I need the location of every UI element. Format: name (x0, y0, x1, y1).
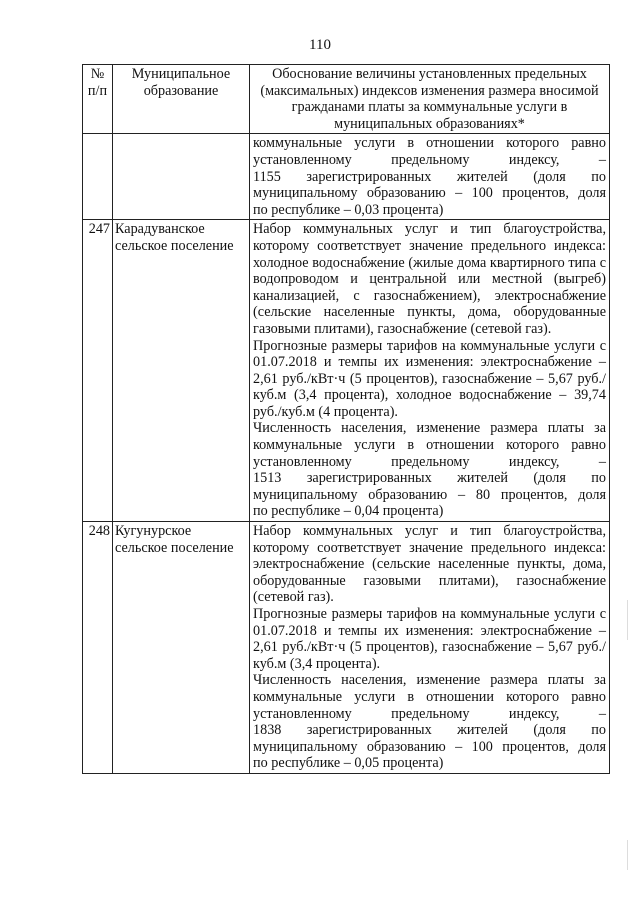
tariffs-text: Прогнозные размеры тарифов на коммунальные услуги с 01.07.2018 и темпы их изменения: электроснабжение – 2,61 руб./кВт·ч (5 процентов), газоснабжение – 5,67 руб./куб.м (3,4 процента). (253, 606, 606, 672)
scan-edge-mark (627, 840, 628, 870)
text-line: коммунальные услуги в отношении которого равно (253, 437, 606, 454)
text-line: муниципальному образованию – 80 процентов, доля (253, 486, 606, 503)
table-row-continuation (83, 134, 610, 220)
row-municipality: Карадуванское сельское поселение (113, 220, 250, 522)
continuation-num-cell (83, 134, 113, 220)
row-justification (250, 220, 610, 522)
text-line: муниципальному образованию – 100 процентов, доля (253, 738, 606, 755)
text-line: Численность населения, изменение размера платы за (253, 420, 606, 437)
text-line: Численность населения, изменение размера платы за (253, 672, 606, 689)
limits-table (82, 64, 610, 774)
table-row (83, 522, 610, 774)
header-num: № п/п (83, 65, 113, 134)
population-text (253, 672, 606, 772)
table-row (83, 220, 610, 522)
text-line: установленному предельному индексу, – (253, 151, 606, 168)
continuation-municipality-cell (113, 134, 250, 220)
utility-set-text: Набор коммунальных услуг и тип благоустройства, которому соответствует значение предельного индекса: холодное водоснабжение (жилые дома квартирного типа с водопроводом и центральной или местной (выгреб) канализацией, с газоснабжением), электроснабжение (сельские населенные пункты, дома, оборудованные газовыми плитами), газоснабжение (сетевой газ). (253, 221, 606, 337)
page-number: 110 (309, 37, 331, 53)
text-line: муниципальному образованию – 100 процентов, доля (253, 185, 606, 202)
text-line: установленному предельному индексу, – (253, 705, 606, 722)
text-line: 1155 зарегистрированных жителей (доля по (253, 168, 606, 185)
row-municipality: Кугунурское сельское поселение (113, 522, 250, 774)
text-line: коммунальные услуги в отношении которого равно (253, 135, 606, 152)
text-line: по республике – 0,05 процента) (253, 755, 444, 772)
text-line: 1838 зарегистрированных жителей (доля по (253, 722, 606, 739)
header-municipality: Муниципальное образование (113, 65, 250, 134)
row-number: 248 (83, 522, 113, 774)
row-justification (250, 522, 610, 774)
text-line: коммунальные услуги в отношении которого равно (253, 688, 606, 705)
tariffs-text: Прогнозные размеры тарифов на коммунальные услуги с 01.07.2018 и темпы их изменения: электроснабжение – 2,61 руб./кВт·ч (5 процентов), газоснабжение – 5,67 руб./куб.м (3,4 процента), холодное водоснабжение – 39,74 руб./куб.м (4 процента). (253, 337, 606, 420)
continuation-justification (250, 134, 610, 220)
text-line: 1513 зарегистрированных жителей (доля по (253, 470, 606, 487)
row-number: 247 (83, 220, 113, 522)
utility-set-text: Набор коммунальных услуг и тип благоустройства, которому соответствует значение предельного индекса: электроснабжение (сельские населенные пункты, дома, оборудованные газовыми плитами), газоснабжение (сетевой газ). (253, 523, 606, 606)
text-line: по республике – 0,04 процента) (253, 503, 444, 520)
table-header (83, 65, 610, 134)
scan-edge-mark (627, 600, 628, 640)
population-text (253, 420, 606, 520)
text-line: по республике – 0,03 процента) (253, 201, 444, 218)
header-justification: Обоснование величины установленных предельных (максимальных) индексов изменения размера вносимой гражданами платы за коммунальные услуги в муниципальных образованиях* (250, 65, 610, 134)
text-line: установленному предельному индексу, – (253, 453, 606, 470)
